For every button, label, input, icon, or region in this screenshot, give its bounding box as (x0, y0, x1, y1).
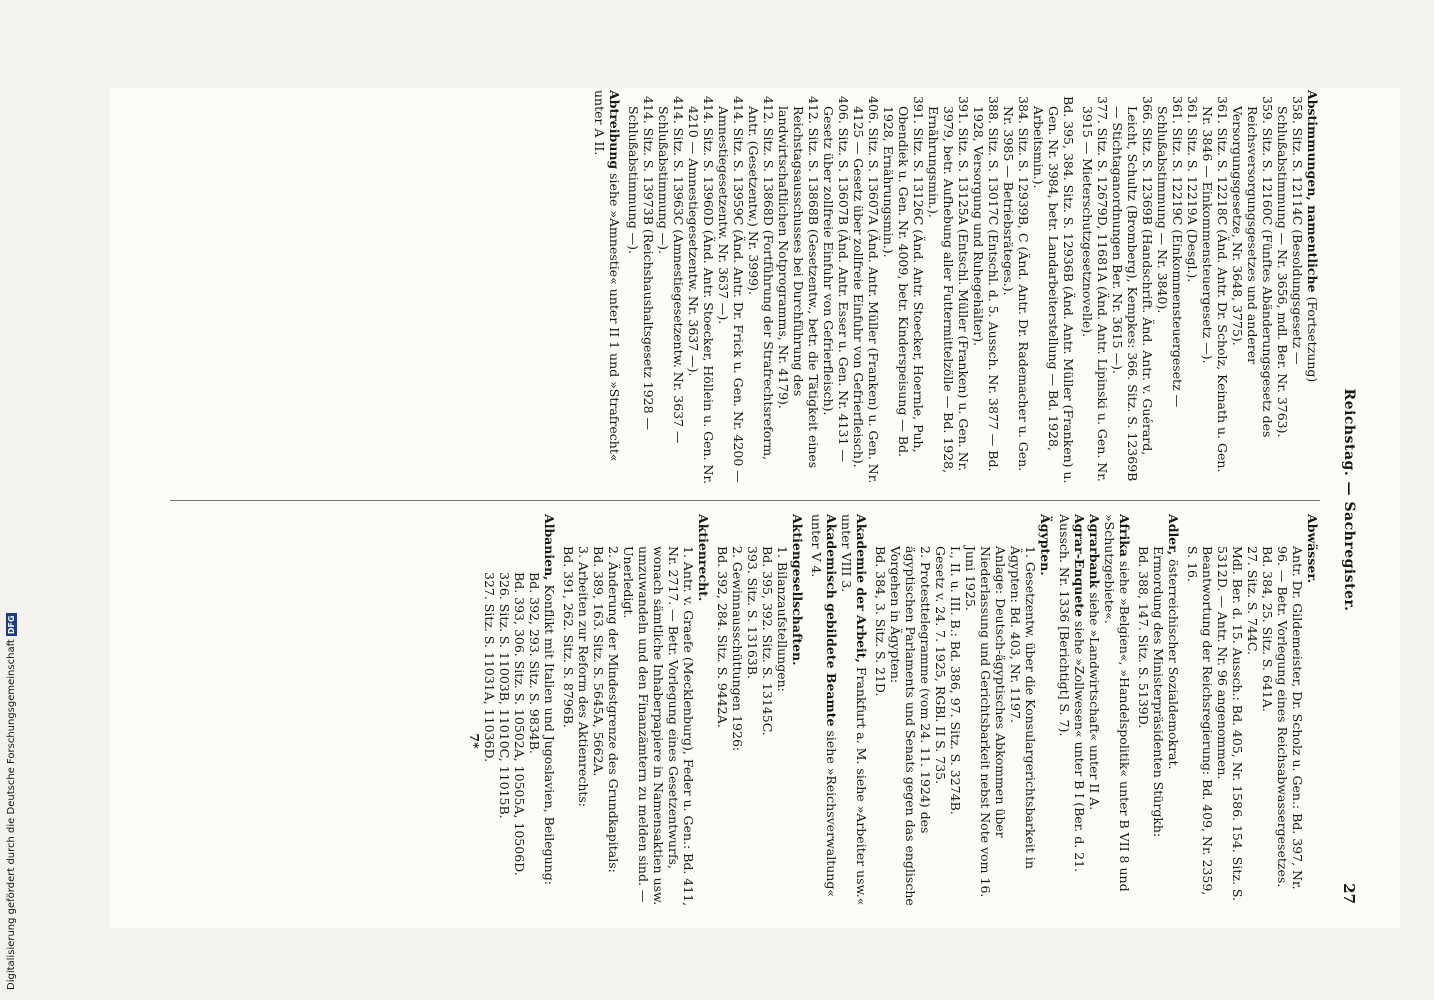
entry-line: Bd. 388, 147. Sitz. S. 5139D. (1136, 546, 1151, 729)
vote-entry: 366. Sitz. S. 12369B (Handschrift. Änd. Antr. v. Guérard, Leicht, Schultz (Bromberg), Kempkes: 366. Sitz. S. 12369B — Stichtaganordnungen Ber. Nr. 3615 —). (1110, 96, 1155, 482)
entry-line: Antr. Dr. Gildemeister, Dr. Scholz u. Gen.: Bd. 397, Nr. 96. — Betr. Vorlegung eines Reichsabwassergesetzes. (1275, 546, 1305, 890)
reference-line: 326. Sitz. S. 11003B, 11010C, 11015B. (497, 572, 512, 819)
vote-entry: 384. Sitz. S. 12939B, C (Änd. Antr. Dr. Rademacher u. Gen. Nr. 3985 — Betriebsräteges.). (1001, 96, 1031, 472)
entry-line: Ermordung des Ministerpräsidenten Stürgkh: (1151, 546, 1166, 838)
aegypten-lines (873, 514, 1038, 910)
vote-entry: 391. Sitz. S. 13126C (Änd. Antr. Stoecker, Hoernle, Puh, Obendiek u. Gen. Nr. 4009, betr. Kinderspeisung — Bd. 1928, Ernährungsmin.). (881, 96, 926, 457)
entry-heading-akademie: Akademie der Arbeit, Frankfurt a. M. siehe »Arbeiter usw.« unter VIII 3. (839, 514, 869, 906)
entry-heading-abstimmungen: Abstimmungen, namentliche (Fortsetzung) (1305, 90, 1320, 383)
entry-line: 3. Arbeiten zur Reform des Aktienrechts: (576, 546, 591, 808)
entry-line: 2. Protesttelegramme (vom 24. 11. 1924) des ägyptischen Parlaments und Senats gegen das englische Vorgehen in Ägypten: (888, 546, 933, 906)
aktiengesellschaften-lines (715, 514, 790, 910)
page-number: 27 (1340, 883, 1358, 904)
vote-entry: 412. Sitz. S. 13868B (Gesetzentw., betr. die Tätigkeit eines Reichstagsausschusses bei Durchführung des landwirtschaftlichen Notprogramms, Nr. 4179). (776, 96, 821, 469)
entry-heading-beamte: Akademisch gebildete Beamte siehe »Reichsverwaltung« unter V 4. (809, 514, 839, 897)
vote-entry: 406. Sitz. S. 13607A (Änd. Antr. Müller (Franken) u. Gen. Nr. 4125 — Gesetz über zollfreie Einfuhr von Gefrierfleisch). (851, 96, 881, 484)
entry-heading-abwaesser: Abwässer. (1305, 514, 1320, 584)
entry-line: 1. Antr. v. Graefe (Mecklenburg), Feder u. Gen.: Bd. 411, Nr. 2717. — Betr. Vorlegung eines Gesetzentwurfs, wonach sämtliche Inhaberpapiere in Namensaktien usw. umzuwandeln und den Finanzämtern zu melden sind. — Unerledigt. (621, 546, 696, 907)
entry-heading-aktienrecht: Aktienrecht. (696, 514, 711, 602)
entry-heading-agrarenquete: Agrar-Enquete siehe »Zollwesen« unter B I (Ber. d. 21. Aussch. Nr. 1336 [Berichtigt] S. 7). (1057, 514, 1087, 873)
entry-line: Anlage: Deutsch-ägyptisches Abkommen über Niederlassung und Gerichtsbarkeit nebst Note vom 16. Juni 1925. (963, 546, 1008, 898)
aktienrecht-lines (561, 514, 696, 910)
column-divider (170, 500, 1320, 501)
albanien-lines (482, 514, 542, 910)
page-title: Reichstag. — Sachregister. (1341, 388, 1357, 612)
entry-line: 2. Gewinnausschüttungen 1926: (730, 546, 745, 752)
entry-line: Bd. 392, 284. Sitz. S. 9442A. (715, 546, 730, 728)
vote-entry: 359. Sitz. S. 12160C (Fünftes Abänderungsgesetz des Reichsversorgungsgesetzes und anderer Versorgungsgesetze, Nr. 3648, 3775). (1230, 96, 1275, 438)
vote-entry: 388. Sitz. S. 13017C (Entschl. d. 5. Aussch. Nr. 3877 — Bd. 1928, Versorgung und Ruhegehälter). (971, 96, 1001, 472)
entry-line: 2. Änderung der Mindestgrenze des Grundkapitals: (606, 546, 621, 873)
dfg-logo: DFG (7, 615, 16, 635)
vote-entry: 414. Sitz. S. 13960D (Änd. Antr. Stoecker, Höllein u. Gen. Nr. 4210 — Amnestiegesetzentw. Nr. 3637 —). (686, 96, 716, 485)
entry-line: Bd. 384, 25. Sitz. S. 641A. (1260, 546, 1275, 712)
entry-list-b (626, 90, 1076, 490)
vote-entry: 414. Sitz. S. 13963C (Amnestiegesetzentw. Nr. 3637 — Schlußabstimmung —). (656, 96, 686, 444)
abwaesser-lines (1185, 514, 1305, 910)
adler-lines (1136, 514, 1166, 910)
entry-heading-aktiengesellschaften: Aktiengesellschaften. (790, 514, 805, 666)
entry-line: 1. Gesetzentw. über die Konsulargerichtsbarkeit in Ägypten: Bd. 403, Nr. 1197. (1008, 546, 1038, 869)
entry-line: Mdl. Ber. d. 15. Aussch.: Bd. 405, Nr. 1586. 154. Sitz. S. 5312D. — Antr. Nr. 96 angenommen. (1215, 546, 1245, 901)
entry-line: Gesetz v. 24. 7. 1925, RGBl. II S. 735. (933, 546, 948, 785)
funding-note: Digitalisierung gefördert durch die Deutsche ForschungsgemeinschaftDFG (6, 615, 17, 990)
vote-entry: 361. Sitz. S. 12218C (Änd. Antr. Dr. Scholz, Keinath u. Gen. Nr. 3846 — Einkommensteuergesetz —). (1200, 96, 1230, 473)
vote-entry: 361. Sitz. S. 12219A (Desgl.). (1185, 96, 1200, 283)
vote-entry: 391. Sitz. S. 13125A (Entschl. Müller (Franken) u. Gen. Nr. 3979, betr. Aufhebung aller Futtermittelzölle — Bd. 1928, Ernährungsmin.). (926, 96, 971, 474)
page-header (1328, 90, 1360, 910)
vote-entry: 412. Sitz. S. 13868D (Fortführung der Strafrechtsreform, Antr. (Gesetzentw.) Nr. 3999). (746, 96, 776, 461)
entry-line: Bd. 391, 262. Sitz. S. 8796B. (561, 546, 576, 728)
entry-heading-abtreibung: Abtreibung siehe »Amnestie« unter II 1 und »Strafrecht« unter A II. (592, 90, 622, 462)
entry-line: Bd. 389, 163. Sitz. S. 5645A, 5662A. (591, 546, 606, 777)
entry-line: Beantwortung der Reichsregierung: Bd. 409, Nr. 2359, S. 16. (1185, 546, 1215, 896)
entry-list (1080, 90, 1305, 490)
vote-entry: 358. Sitz. S. 12114C (Besoldungsgesetz — Schlußabstimmung — Nr. 3656, mdl. Ber. Nr. 3763). (1275, 96, 1305, 438)
sheet-signature: 7* (467, 733, 482, 749)
vote-entry: 406. Sitz. S. 13607B (Änd. Antr. Esser u. Gen. Nr. 4131 — Gesetz über zollfreie Einfuhr von Gefrierfleisch). (821, 96, 851, 462)
entry-heading-aegypten: Ägypten. (1038, 514, 1053, 576)
entry-line: 393. Sitz. S. 13163B. (745, 546, 760, 679)
right-column (170, 514, 1320, 910)
entry-heading-albanien: Albanien, Konflikt mit Italien und Jugoslavien, Beilegung: (542, 514, 557, 885)
reference-line: 327. Sitz. S. 11031A, 11036D. (482, 572, 497, 763)
vote-entry: 361. Sitz. S. 12219C (Einkommensteuergesetz — Schlußabstimmung — Nr. 3840). (1155, 96, 1185, 408)
vote-entry: 377. Sitz. S. 12679D, 11681A (Änd. Antr. Lipinski u. Gen. Nr. 3915 — Mieterschutzgesetznovelle). (1080, 96, 1110, 482)
reference-line: Bd. 392, 293. Sitz. S. 9834B. (527, 572, 542, 754)
vote-entry: 414. Sitz. S. 13973B (Reichshaushaltsgesetz 1928 — Schlußabstimmung —). (626, 96, 656, 431)
entry-line: I., II. u. III. B.: Bd. 386, 97. Sitz. S. 3274B. (948, 546, 963, 815)
left-column (170, 90, 1320, 490)
entry-line: 27. Sitz. S. 744C. (1245, 546, 1260, 655)
entry-heading-agrarbank: Agrarbank siehe »Landwirtschaft« unter II A. (1087, 514, 1102, 811)
entry-heading-afrika: Afrika siehe »Belgien«, »Handelspolitik« unter B VII 8 und »Schutzgebiete«. (1102, 514, 1132, 892)
vote-entry: 414. Sitz. S. 13959C (Änd. Antr. Dr. Frick u. Gen. Nr. 4200 — Amnestiegesetzentw. Nr. 3637 —). (716, 96, 746, 483)
reference-line: Bd. 393, 306. Sitz. S. 10502A, 10505A, 10506D. (512, 572, 527, 876)
vote-entry: Bd. 395, 384. Sitz. S. 12936B (Änd. Antr. Müller (Franken) u. Gen. Nr. 3984, betr. Landarbeiterstellung — Bd. 1928, Arbeitsmin.). (1031, 96, 1076, 484)
entry-line: Bd. 395, 392. Sitz. S. 13145C. (760, 546, 775, 736)
entry-heading-adler: Adler, österreichischer Sozialdemokrat. (1166, 514, 1181, 770)
entry-line: 1. Bilanzaufstellungen: (775, 546, 790, 692)
register-page (135, 90, 1360, 910)
entry-line: Bd. 384, 3. Sitz. S. 21D. (873, 546, 888, 697)
